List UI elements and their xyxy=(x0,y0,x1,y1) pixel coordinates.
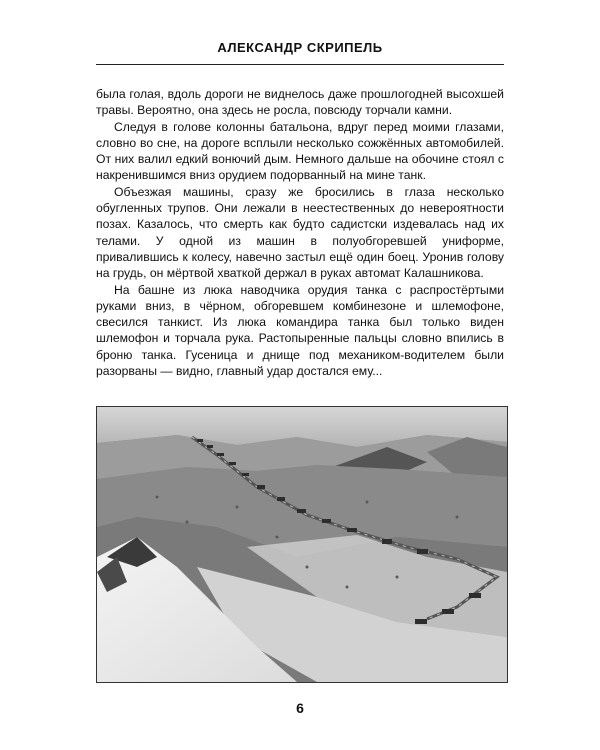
paragraph: Объезжая машины, сразу же бросились в глаза несколько обугленных трупов. Они лежали в неестественных до невероятности позах. Казалось, что смерть как будто садистски издевалась над их телами. У одной из машин в полуобгоревшей униформе, привалившись к колесу, навечно застыл ещё один боец. Уронив голову на грудь, он мёртвой хваткой держал в руках автомат Калашникова. xyxy=(96,184,504,281)
body-text xyxy=(96,86,504,379)
photo-convoy-mountain-road xyxy=(96,406,508,683)
paragraph: На башне из люка наводчика орудия танка с распростёртыми руками вниз, в чёрном, обгоревшем комбинезоне и шлемофоне, свесился танкист. Из люка командира танка был только виден шлемофон и торчала рука. Растопыренные пальцы словно впились в броню танка. Гусеница и днище под механиком-водителем были разорваны — видно, главный удар достался ему... xyxy=(96,282,504,379)
paragraph: была голая, вдоль дороги не виднелось даже прошлогодней высохшей травы. Вероятно, она здесь не росла, повсюду торчали камни. xyxy=(96,87,504,118)
running-header: АЛЕКСАНДР СКРИПЕЛЬ xyxy=(217,40,383,55)
paragraph: Следуя в голове колонны батальона, вдруг перед моими глазами, словно во сне, на дороге всплыли несколько сожжённых автомобилей. От них валил едкий вонючий дым. Немного дальше на обочине стоял с накренившимся вниз орудием подорванный на мине танк. xyxy=(96,119,504,183)
header-rule xyxy=(96,64,504,65)
photo-illustration xyxy=(97,407,507,682)
page-number: 6 xyxy=(296,700,304,716)
